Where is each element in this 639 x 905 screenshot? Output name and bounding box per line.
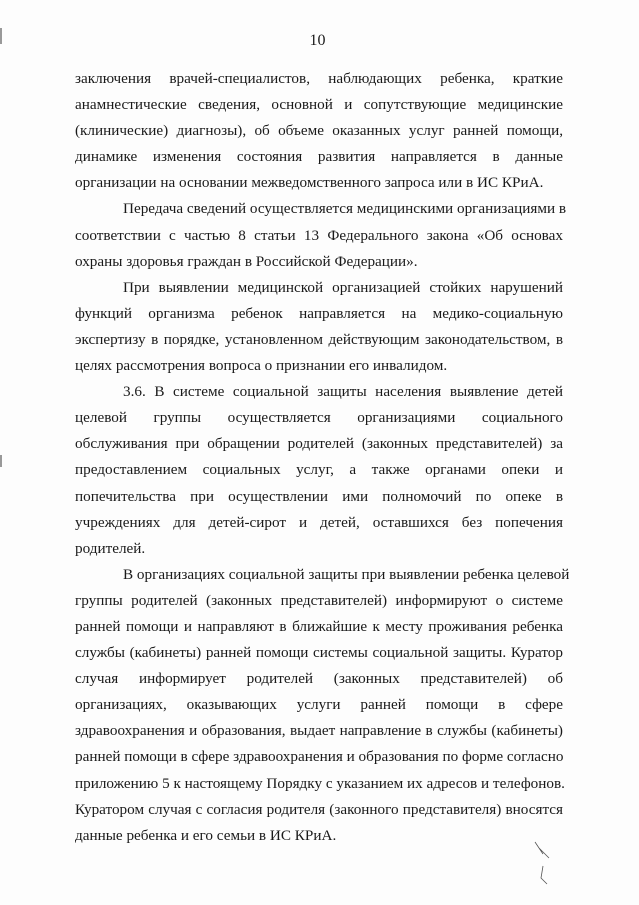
text-line: службы (кабинеты) ранней помощи системы социальной защиты. Куратор bbox=[75, 644, 563, 662]
text-line: 3.6. В системе социальной защиты населения выявление детей bbox=[123, 383, 563, 401]
text-line: Куратором случая с согласия родителя (законного представителя) вносятся bbox=[75, 800, 563, 818]
text-line: охраны здоровья граждан в Российской Федерации». bbox=[75, 252, 418, 270]
text-line: случая информирует родителей (законных представителей) об bbox=[75, 670, 563, 688]
paragraph bbox=[75, 196, 567, 274]
document-body bbox=[75, 66, 570, 849]
page-number: 10 bbox=[309, 32, 326, 49]
text-line: приложению 5 к настоящему Порядку с указанием их адресов и телефонов. bbox=[75, 774, 565, 792]
text-line: родителей. bbox=[75, 539, 146, 557]
initials-mark bbox=[529, 840, 559, 885]
text-line: обслуживания при обращении родителей (законных представителей) за bbox=[75, 435, 563, 453]
text-line: здравоохранения и образования, выдает направление в службы (кабинеты) bbox=[75, 722, 563, 740]
paragraph bbox=[75, 275, 563, 379]
text-line: динамике изменения состояния развития направляется в данные bbox=[75, 148, 563, 166]
text-line: данные ребенка и его семьи в ИС КРиА. bbox=[75, 826, 337, 844]
paragraph bbox=[75, 379, 563, 562]
text-line: предоставлением социальных услуг, а также органами опеки и bbox=[75, 461, 563, 479]
text-line: экспертизу в порядке, установленном действующим законодательством, в bbox=[75, 330, 563, 348]
text-line: группы родителей (законных представителей) информируют о системе bbox=[75, 591, 563, 609]
text-line: соответствии с частью 8 статьи 13 Федерального закона «Об основах bbox=[75, 226, 563, 244]
text-line: ранней помощи и направляют в ближайшие к месту проживания ребенка bbox=[75, 617, 563, 635]
text-line: ранней помощи в сфере здравоохранения и образования по форме согласно bbox=[75, 748, 564, 766]
text-line: организациях, оказывающих услуги ранней помощи в сфере bbox=[75, 696, 563, 714]
text-line: целевой группы осуществляется организациями социального bbox=[75, 409, 563, 427]
scan-edge-mark bbox=[0, 455, 2, 467]
text-line: (клинические) диагнозы), об объеме оказанных услуг ранней помощи, bbox=[75, 122, 563, 140]
text-line: организации на основании межведомственного запроса или в ИС КРиА. bbox=[75, 174, 544, 192]
text-line: При выявлении медицинской организацией стойких нарушений bbox=[123, 278, 563, 296]
text-line: анамнестические сведения, основной и сопутствующие медицинские bbox=[75, 96, 563, 114]
text-line: В организациях социальной защиты при выявлении ребенка целевой bbox=[123, 565, 570, 583]
text-line: целях рассмотрения вопроса о признании его инвалидом. bbox=[75, 357, 448, 375]
text-line: попечительства при осуществлении ими полномочий по опеке в bbox=[75, 487, 563, 505]
paragraph bbox=[75, 562, 570, 849]
text-line: Передача сведений осуществляется медицинскими организациями в bbox=[123, 200, 567, 218]
text-line: учреждениях для детей-сирот и детей, оставшихся без попечения bbox=[75, 513, 563, 531]
text-line: заключения врачей-специалистов, наблюдающих ребенка, краткие bbox=[75, 70, 563, 87]
paragraph bbox=[75, 66, 563, 196]
text-line: функций организма ребенок направляется на медико-социальную bbox=[75, 304, 563, 322]
